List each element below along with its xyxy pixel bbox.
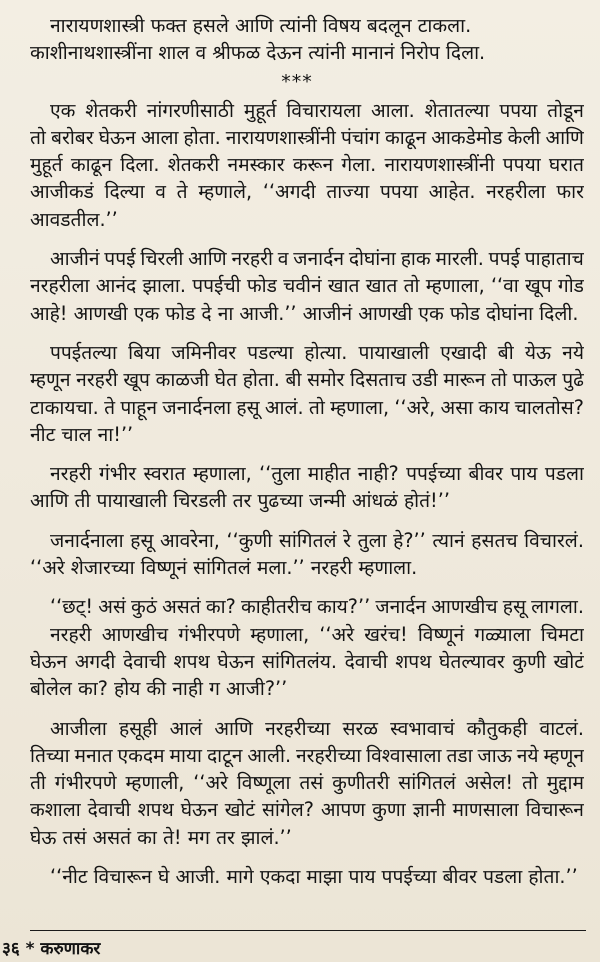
- text-line: आजीकडं दिल्या व ते म्हणाले, ‘‘अगदी ताज्या पपया आहेत. नरहरीला फार: [30, 180, 584, 204]
- text-line: पपईतल्या बिया जमिनीवर पडल्या होत्या. पायाखाली एखादी बी येऊ नये: [50, 340, 584, 364]
- text-line: ‘‘नीट विचारून घे आजी. मागे एकदा माझा पाय पपईच्या बीवर पडला होता.’’: [50, 865, 578, 889]
- page-body: [30, 12, 584, 890]
- text-line: कशाला देवाची शपथ घेऊन खोटं सांगेल? आपण कुणा ज्ञानी माणसाला विचारून: [30, 798, 584, 822]
- text-line: आजीनं पपई चिरली आणि नरहरी व जनार्दन दोघांना हाक मारली. पपई पाहाताच: [50, 247, 584, 271]
- text-line: आणि ती पायाखाली चिरडली तर पुढच्या जन्मी आंधळं होतं!’’: [30, 489, 450, 513]
- text-line: जनार्दनाला हसू आवरेना, ‘‘कुणी सांगितलं रे तुला हे?’’ त्यानं हसतच विचारलं.: [50, 528, 584, 552]
- text-line: आजीला हसूही आलं आणि नरहरीच्या सरळ स्वभावाचं कौतुकही वाटलं.: [50, 716, 584, 740]
- text-line: बोलेल का? होय की नाही ग आजी?’’: [30, 677, 288, 701]
- text-line: नारायणशास्त्री फक्त हसले आणि त्यांनी विषय बदलून टाकला.: [50, 14, 472, 37]
- text-line: म्हणून नरहरी खूप काळजी घेत होता. बी समोर दिसताच उडी मारून तो पाऊल पुढे: [30, 368, 584, 392]
- paragraph-gap: [30, 851, 584, 863]
- paragraph-gap: [30, 327, 584, 339]
- text-line: मुहूर्त काढून दिला. शेतकरी नमस्कार करून गेला. नारायणशास्त्रींनी पपया घरात: [30, 153, 584, 177]
- text-line: काशीनाथशास्त्रींना शाल व श्रीफळ देऊन त्यांनी मानानं निरोप दिला.: [30, 41, 486, 65]
- text-line: ती गंभीरपणे म्हणाली, ‘‘अरे विष्णूला तसं कुणीतरी सांगितलं असेल! तो मुद्दाम: [30, 771, 584, 795]
- text-line: घेऊ तसं असतं का ते! मग तर झालं.’’: [30, 825, 292, 849]
- text-line: नरहरी गंभीर स्वरात म्हणाला, ‘‘तुला माहीत नाही? पपईच्या बीवर पाय पडला: [50, 462, 584, 486]
- text-line: नीट चाल ना!’’: [30, 422, 134, 446]
- text-line: ‘‘अरे शेजारच्या विष्णूनं सांगितलं मला.’’ नरहरी म्हणाला.: [30, 556, 418, 580]
- paragraph-gap: [30, 233, 584, 245]
- paragraph-gap: [30, 448, 584, 460]
- text-line: आवडतील.’’: [30, 207, 118, 231]
- section-break: ***: [281, 70, 313, 93]
- text-line: टाकायचा. ते पाहून जनार्दनला हसू आलं. तो म्हणाला, ‘‘अरे, असा काय चालतोस?: [30, 395, 584, 419]
- text-line: एक शेतकरी नांगरणीसाठी मुहूर्त विचारायला आला. शेतातल्या पपया तोडून: [50, 98, 584, 122]
- text-line: नरहरीला आनंद झाला. पपईची फोड चवीनं खात खात तो म्हणाला, ‘‘वा खूप गोड: [30, 274, 584, 298]
- paragraph-gap: [30, 515, 584, 527]
- page-footer: [2, 938, 100, 960]
- text-line: ‘‘छट्! असं कुठं असतं का? काहीतरीच काय?’’ जनार्दन आणखीच हसू लागला.: [50, 595, 584, 619]
- text-line: आहे! आणखी एक फोड दे ना आजी.’’ आजीनं आणखी एक फोड दोघांना दिली.: [30, 301, 579, 325]
- text-line: घेऊन अगदी देवाची शपथ घेऊन सांगितलंय. देवाची शपथ घेतल्यावर कुणी खोटं: [30, 649, 584, 673]
- paragraph-gap: [30, 703, 584, 715]
- text-line: नरहरी आणखीच गंभीरपणे म्हणाला, ‘‘अरे खरंच! विष्णूनं गळ्याला चिमटा: [50, 622, 584, 646]
- text-line: तो बरोबर घेऊन आला होता. नारायणशास्त्रींनी पंचांग काढून आकडेमोड केली आणि: [30, 125, 584, 149]
- paragraph-gap: [30, 581, 584, 593]
- footer-rule: [30, 930, 586, 931]
- text-line: तिच्या मनात एकदम माया दाटून आली. नरहरीच्या विश्वासाला तडा जाऊ नये म्हणून: [30, 743, 584, 767]
- footer-separator: *: [25, 939, 35, 959]
- book-title: करुणाकर: [40, 939, 101, 959]
- page-number: ३६: [2, 939, 20, 959]
